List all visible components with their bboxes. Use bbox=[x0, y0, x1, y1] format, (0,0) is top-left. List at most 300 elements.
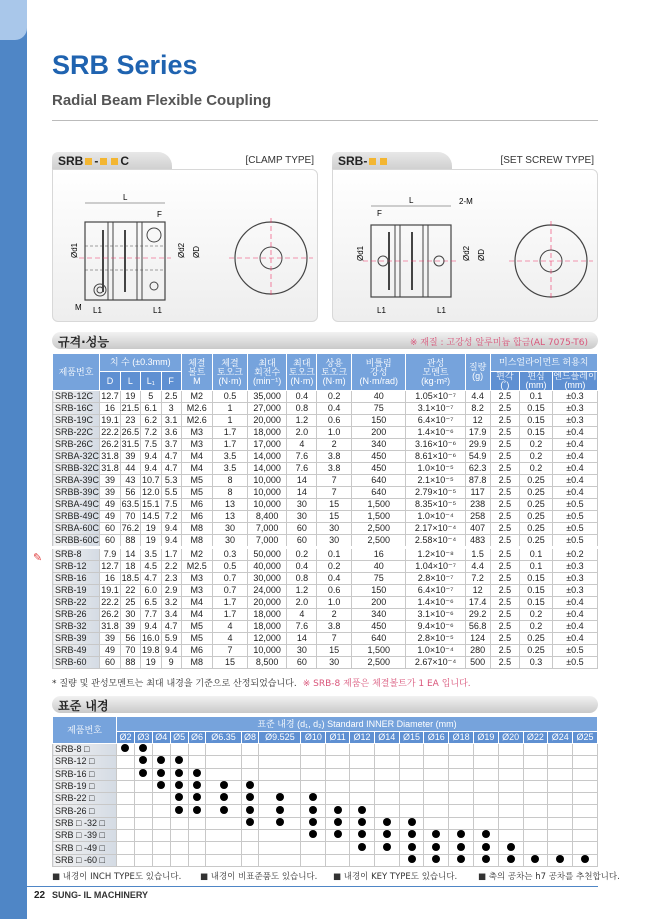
model-prefix: SRB bbox=[58, 154, 84, 168]
value-cell: 9.4 bbox=[140, 451, 161, 463]
value-cell: 3.2 bbox=[161, 597, 181, 609]
available-dot-icon bbox=[193, 806, 201, 814]
value-cell: 7.7 bbox=[140, 609, 161, 621]
bore-footnote: ■ 내경이 INCH TYPE도 있습니다. bbox=[52, 872, 182, 882]
bore-table bbox=[52, 716, 598, 867]
bore-cell bbox=[399, 854, 424, 866]
value-cell: 6.0 bbox=[140, 585, 161, 597]
spec-row bbox=[53, 451, 598, 463]
col-L1: L₁ bbox=[140, 372, 161, 391]
bore-cell bbox=[573, 793, 598, 805]
bore-cell bbox=[523, 830, 548, 842]
bore-cell bbox=[326, 744, 350, 756]
model-cell: SRB-19C bbox=[53, 415, 100, 427]
value-cell: 12 bbox=[465, 585, 490, 597]
bore-row bbox=[53, 830, 598, 842]
diameter-header: Ø18 bbox=[449, 732, 474, 744]
value-cell: 2.0 bbox=[287, 427, 317, 439]
available-dot-icon bbox=[408, 855, 416, 863]
pencil-mark-icon: ✎ bbox=[33, 551, 43, 564]
value-cell: 0.15 bbox=[520, 427, 553, 439]
value-cell: 40,000 bbox=[247, 561, 287, 573]
value-cell: 4.7 bbox=[161, 621, 181, 633]
value-cell: 2.5 bbox=[490, 451, 520, 463]
diameter-header: Ø14 bbox=[374, 732, 399, 744]
value-cell: 7.9 bbox=[100, 548, 121, 561]
diameter-header: Ø3 bbox=[134, 732, 152, 744]
bore-cell bbox=[473, 830, 498, 842]
value-cell: 238 bbox=[465, 499, 490, 511]
value-cell: 60 bbox=[287, 657, 317, 669]
value-cell: 0.25 bbox=[520, 645, 553, 657]
value-cell: ±0.5 bbox=[552, 511, 597, 523]
value-cell: 1.04×10⁻⁷ bbox=[406, 561, 465, 573]
bore-cell bbox=[259, 842, 301, 854]
value-cell: 0.1 bbox=[520, 391, 553, 403]
value-cell: 340 bbox=[352, 439, 406, 451]
diameter-header: Ø25 bbox=[573, 732, 598, 744]
col-dims: 치 수 (±0.3mm) bbox=[100, 354, 182, 372]
value-cell: 70 bbox=[120, 645, 140, 657]
value-cell: 7.2 bbox=[161, 511, 181, 523]
model-cell: SRB □ -49 □ bbox=[53, 842, 117, 854]
bore-cell bbox=[206, 756, 241, 768]
value-cell: 24,000 bbox=[247, 585, 287, 597]
bore-cell bbox=[188, 780, 206, 792]
company-name: SUNG- IL MACHINERY bbox=[52, 890, 149, 900]
panel-model-tab bbox=[332, 152, 452, 170]
col-max-torque: 최대 토오크 (N·m) bbox=[287, 354, 317, 391]
footer-rule bbox=[27, 886, 598, 887]
bore-cell bbox=[259, 793, 301, 805]
bore-cell bbox=[350, 793, 375, 805]
value-cell: M4 bbox=[181, 463, 213, 475]
value-cell: 60 bbox=[287, 535, 317, 548]
diameter-header: Ø5 bbox=[170, 732, 188, 744]
dim-F: F bbox=[377, 209, 382, 218]
value-cell: 7.5 bbox=[140, 439, 161, 451]
available-dot-icon bbox=[220, 793, 228, 801]
value-cell: 30 bbox=[317, 523, 352, 535]
bore-footnote: ■ 축의 공차는 h7 공차를 추천합니다. bbox=[478, 872, 620, 882]
col-mass: 질량 (g) bbox=[465, 354, 490, 391]
value-cell: 2.0 bbox=[287, 597, 317, 609]
value-cell: ±0.4 bbox=[552, 475, 597, 487]
bore-cell bbox=[498, 817, 523, 829]
bore-cell bbox=[152, 744, 170, 756]
available-dot-icon bbox=[507, 855, 515, 863]
value-cell: 40 bbox=[352, 391, 406, 403]
value-cell: 0.2 bbox=[317, 391, 352, 403]
bore-cell bbox=[134, 805, 152, 817]
value-cell: 3.5 bbox=[140, 548, 161, 561]
value-cell: 2.5 bbox=[490, 391, 520, 403]
value-cell: 2.5 bbox=[490, 597, 520, 609]
spec-note-text: * 질량 및 관성모멘트는 최대 내경을 기준으로 산정되었습니다. bbox=[52, 679, 297, 689]
available-dot-icon bbox=[383, 843, 391, 851]
bore-cell bbox=[188, 817, 206, 829]
value-cell: 0.15 bbox=[520, 573, 553, 585]
value-cell: 0.25 bbox=[520, 523, 553, 535]
value-cell: 39 bbox=[100, 487, 121, 499]
value-cell: M3 bbox=[181, 439, 213, 451]
available-dot-icon bbox=[246, 793, 254, 801]
dim-L1-left: L1 bbox=[93, 306, 102, 315]
bore-cell bbox=[170, 842, 188, 854]
value-cell: 17.4 bbox=[465, 597, 490, 609]
model-cell: SRB-39 bbox=[53, 633, 100, 645]
bore-cell bbox=[424, 768, 449, 780]
available-dot-icon bbox=[334, 806, 342, 814]
value-cell: 12 bbox=[465, 415, 490, 427]
bore-cell bbox=[548, 830, 573, 842]
bore-cell bbox=[206, 768, 241, 780]
value-cell: 30 bbox=[287, 511, 317, 523]
value-cell: 7.5 bbox=[161, 499, 181, 511]
available-dot-icon bbox=[358, 830, 366, 838]
bore-cell bbox=[399, 793, 424, 805]
value-cell: ±0.3 bbox=[552, 585, 597, 597]
value-cell: 2.1×10⁻⁵ bbox=[406, 475, 465, 487]
model-cell: SRB-12 □ bbox=[53, 756, 117, 768]
bore-cell bbox=[523, 842, 548, 854]
bore-cell bbox=[206, 854, 241, 866]
bore-cell bbox=[134, 768, 152, 780]
bore-cell bbox=[374, 768, 399, 780]
value-cell: 2.17×10⁻⁴ bbox=[406, 523, 465, 535]
col-rated-torque: 상용 토오크 (N·m) bbox=[317, 354, 352, 391]
value-cell: 76.2 bbox=[121, 523, 140, 533]
bore-cell bbox=[399, 780, 424, 792]
model-cell: SRB □ -32 □ bbox=[53, 817, 117, 829]
divider bbox=[52, 120, 598, 121]
bore-cell bbox=[473, 768, 498, 780]
bore-cell bbox=[326, 805, 350, 817]
spec-row bbox=[53, 403, 598, 415]
spec-row bbox=[53, 633, 598, 645]
bore-cell bbox=[548, 842, 573, 854]
value-cell: 5.9 bbox=[161, 633, 181, 645]
value-cell: 3.1 bbox=[161, 415, 181, 427]
spec-row bbox=[53, 621, 598, 633]
dim-d2: Ød2 bbox=[177, 242, 186, 258]
dim-M: M bbox=[75, 303, 82, 312]
value-cell: 8.61×10⁻⁶ bbox=[406, 451, 465, 463]
bore-cell bbox=[241, 817, 259, 829]
value-cell: M5 bbox=[181, 475, 213, 487]
value-cell: 8 bbox=[213, 475, 248, 487]
set-screw-drawing bbox=[332, 169, 598, 322]
bore-cell bbox=[301, 805, 326, 817]
material-note: ※ 재질 : 고강성 알루미늄 합금(AL 7075-T6) bbox=[409, 338, 588, 348]
value-cell: 19 bbox=[120, 391, 140, 403]
model-cell: SRB-12C bbox=[53, 391, 100, 403]
value-cell: 4.7 bbox=[140, 573, 161, 585]
bore-cell bbox=[424, 744, 449, 756]
bore-cell bbox=[350, 842, 375, 854]
value-cell: 0.25 bbox=[520, 511, 553, 523]
bore-cell bbox=[523, 744, 548, 756]
value-cell: 2.5 bbox=[490, 427, 520, 439]
value-cell: 7,000 bbox=[247, 535, 287, 548]
value-cell: 124 bbox=[465, 633, 490, 645]
bore-cell bbox=[301, 780, 326, 792]
bore-cell bbox=[523, 817, 548, 829]
value-cell: 0.1 bbox=[520, 548, 553, 561]
diameter-header: Ø12 bbox=[350, 732, 375, 744]
diameter-header: Ø8 bbox=[241, 732, 259, 744]
value-cell: 39 bbox=[120, 621, 140, 633]
available-dot-icon bbox=[193, 781, 201, 789]
value-cell: ±0.3 bbox=[552, 573, 597, 585]
value-cell: 21.5 bbox=[121, 403, 140, 413]
value-cell: 14 bbox=[287, 475, 317, 487]
value-cell: 17.9 bbox=[465, 427, 490, 439]
available-dot-icon bbox=[334, 830, 342, 838]
value-cell: 1.7 bbox=[213, 439, 248, 451]
value-cell: 75 bbox=[352, 403, 406, 415]
bore-cell bbox=[259, 780, 301, 792]
value-cell: M3 bbox=[181, 573, 213, 585]
value-cell: 14 bbox=[287, 487, 317, 499]
bore-cell bbox=[399, 744, 424, 756]
value-cell: 0.25 bbox=[520, 487, 553, 499]
value-cell: 150 bbox=[352, 585, 406, 597]
value-cell: M2 bbox=[181, 391, 213, 403]
diameter-header: Ø6.35 bbox=[206, 732, 241, 744]
model-cell: SRB-32 bbox=[53, 621, 100, 633]
bore-cell bbox=[399, 805, 424, 817]
value-cell: 30 bbox=[213, 523, 248, 535]
value-cell: 2 bbox=[317, 609, 352, 621]
value-cell: 0.4 bbox=[317, 573, 352, 585]
bore-cell bbox=[449, 756, 474, 768]
spec-row bbox=[53, 391, 598, 403]
available-dot-icon bbox=[157, 769, 165, 777]
value-cell: 3.7 bbox=[161, 439, 181, 451]
bore-cell bbox=[399, 756, 424, 768]
model-cell: SRB-22 □ bbox=[53, 793, 117, 805]
bore-cell bbox=[170, 854, 188, 866]
dim-d1: Ød1 bbox=[356, 245, 365, 261]
diameter-header: Ø19 bbox=[473, 732, 498, 744]
bore-cell bbox=[259, 744, 301, 756]
model-cell: SRBA-32C bbox=[53, 451, 100, 463]
bore-cell bbox=[473, 854, 498, 866]
value-cell: ±0.4 bbox=[552, 427, 597, 439]
panel-type-label: [CLAMP TYPE] bbox=[245, 155, 314, 166]
value-cell: 23 bbox=[120, 415, 140, 427]
value-cell: 3.8 bbox=[317, 463, 352, 475]
bore-cell bbox=[241, 830, 259, 842]
clamp-drawing bbox=[52, 169, 318, 322]
value-cell: 2,500 bbox=[352, 657, 406, 669]
value-cell: 49 bbox=[100, 511, 121, 523]
value-cell: 1.0 bbox=[317, 427, 352, 439]
value-cell: M6 bbox=[181, 645, 213, 657]
value-cell: 0.25 bbox=[520, 633, 553, 645]
available-dot-icon bbox=[507, 843, 515, 851]
bore-cell bbox=[573, 744, 598, 756]
spec-section-title: 규격·성능 bbox=[58, 335, 109, 349]
bore-cell bbox=[399, 842, 424, 854]
bore-cell bbox=[548, 854, 573, 866]
bore-cell bbox=[498, 842, 523, 854]
value-cell: ±0.4 bbox=[552, 439, 597, 451]
value-cell: 30 bbox=[287, 499, 317, 511]
bore-cell bbox=[498, 830, 523, 842]
model-cell: SRB-12 bbox=[53, 561, 100, 573]
bore-cell bbox=[498, 744, 523, 756]
col-torsional-stiffness: 비틀림 강성 (N·m/rad) bbox=[352, 354, 406, 391]
bore-cell bbox=[573, 780, 598, 792]
value-cell: 3.16×10⁻⁶ bbox=[406, 439, 465, 451]
bore-cell bbox=[134, 817, 152, 829]
value-cell: 7,000 bbox=[247, 523, 287, 535]
value-cell: 22.2 bbox=[101, 427, 119, 437]
bore-cell bbox=[117, 744, 135, 756]
value-cell: 30 bbox=[120, 609, 140, 621]
value-cell: 0.4 bbox=[287, 391, 317, 403]
model-cell: SRBB-49C bbox=[53, 511, 100, 523]
value-cell: 450 bbox=[352, 451, 406, 463]
value-cell: 9.4 bbox=[161, 645, 181, 657]
value-cell: 0.25 bbox=[520, 499, 553, 511]
bore-cell bbox=[301, 817, 326, 829]
model-cell: SRB-49 bbox=[53, 645, 100, 657]
value-cell: M2.5 bbox=[181, 561, 213, 573]
bore-cell bbox=[374, 805, 399, 817]
bore-cell bbox=[117, 756, 135, 768]
value-cell: 4.5 bbox=[140, 561, 161, 573]
bore-cell bbox=[117, 817, 135, 829]
bore-row bbox=[53, 854, 598, 866]
available-dot-icon bbox=[334, 818, 342, 826]
bore-cell bbox=[152, 793, 170, 805]
dim-D: ØD bbox=[477, 249, 486, 261]
bore-cell bbox=[498, 756, 523, 768]
bore-cell bbox=[241, 768, 259, 780]
bore-cell bbox=[259, 756, 301, 768]
bore-cell bbox=[259, 817, 301, 829]
value-cell: 54.9 bbox=[465, 451, 490, 463]
bore-cell bbox=[241, 805, 259, 817]
bore-cell bbox=[117, 793, 135, 805]
value-cell: 0.1 bbox=[520, 561, 553, 573]
available-dot-icon bbox=[358, 843, 366, 851]
value-cell: 2.5 bbox=[490, 573, 520, 585]
model-cell: SRBB-39C bbox=[53, 487, 100, 499]
value-cell: 26.2 bbox=[101, 609, 119, 619]
available-dot-icon bbox=[193, 769, 201, 777]
bore-cell bbox=[326, 854, 350, 866]
value-cell: 18,000 bbox=[247, 609, 287, 621]
bore-cell bbox=[117, 805, 135, 817]
value-cell: 26.5 bbox=[121, 427, 140, 437]
bore-cell bbox=[473, 780, 498, 792]
model-suffix: C bbox=[120, 154, 130, 168]
value-cell: 8,400 bbox=[247, 511, 287, 523]
dim-L1-left: L1 bbox=[377, 306, 386, 315]
bore-cell bbox=[374, 756, 399, 768]
spec-row bbox=[53, 499, 598, 511]
bore-cell bbox=[301, 768, 326, 780]
available-dot-icon bbox=[531, 855, 539, 863]
value-cell: 640 bbox=[352, 475, 406, 487]
value-cell: 0.2 bbox=[520, 463, 553, 475]
value-cell: ±0.4 bbox=[552, 451, 597, 463]
value-cell: 60 bbox=[100, 657, 121, 669]
bore-cell bbox=[117, 830, 135, 842]
value-cell: 20,000 bbox=[247, 597, 287, 609]
value-cell: 56.8 bbox=[465, 621, 490, 633]
bore-cell bbox=[548, 756, 573, 768]
value-cell: 1.4×10⁻⁶ bbox=[406, 597, 465, 609]
value-cell: 1.0 bbox=[317, 597, 352, 609]
bore-cell bbox=[449, 805, 474, 817]
dim-d1: Ød1 bbox=[70, 242, 79, 258]
value-cell: 7 bbox=[317, 633, 352, 645]
bore-cell bbox=[301, 830, 326, 842]
bore-row bbox=[53, 768, 598, 780]
value-cell: 8.35×10⁻⁵ bbox=[406, 499, 465, 511]
value-cell: 2.5 bbox=[490, 499, 520, 511]
bore-cell bbox=[117, 854, 135, 866]
spec-row bbox=[53, 511, 598, 523]
bore-cell bbox=[134, 793, 152, 805]
value-cell: M2.6 bbox=[181, 415, 213, 427]
value-cell: 88 bbox=[120, 657, 140, 669]
available-dot-icon bbox=[193, 793, 201, 801]
value-cell: 1 bbox=[213, 415, 248, 427]
value-cell: 29.2 bbox=[465, 609, 490, 621]
value-cell: 7 bbox=[317, 487, 352, 499]
value-cell: ±0.5 bbox=[552, 645, 597, 657]
value-cell: 0.2 bbox=[520, 451, 553, 463]
value-cell: 13 bbox=[213, 511, 248, 523]
panel-type-label: [SET SCREW TYPE] bbox=[500, 155, 594, 166]
value-cell: 450 bbox=[352, 621, 406, 633]
value-cell: 1,500 bbox=[352, 499, 406, 511]
value-cell: 49 bbox=[100, 645, 121, 657]
value-cell: 1.0×10⁻⁴ bbox=[406, 511, 465, 523]
value-cell: 2.5 bbox=[490, 475, 520, 487]
bore-cell bbox=[424, 793, 449, 805]
spec-row bbox=[53, 523, 598, 535]
value-cell: ±0.4 bbox=[552, 463, 597, 475]
bore-cell bbox=[350, 830, 375, 842]
value-cell: ±0.4 bbox=[552, 621, 597, 633]
available-dot-icon bbox=[432, 830, 440, 838]
value-cell: 9 bbox=[161, 657, 181, 669]
value-cell: 60 bbox=[287, 523, 317, 535]
value-cell: 7.2 bbox=[140, 427, 161, 439]
side-stripe-tab bbox=[0, 0, 27, 40]
value-cell: ±0.3 bbox=[552, 403, 597, 415]
diameter-header: Ø4 bbox=[152, 732, 170, 744]
bore-cell bbox=[374, 842, 399, 854]
col-parallel: 편심 (mm) bbox=[520, 372, 553, 391]
value-cell: 1.0×10⁻⁴ bbox=[406, 645, 465, 657]
col-fasten-torque: 체결 토오크 (N·m) bbox=[213, 354, 248, 391]
bore-cell bbox=[399, 817, 424, 829]
value-cell: 10.7 bbox=[142, 475, 160, 485]
value-cell: 12.0 bbox=[142, 487, 160, 497]
model-cell: SRB-26 □ bbox=[53, 805, 117, 817]
bore-cell bbox=[374, 830, 399, 842]
bore-cell bbox=[449, 854, 474, 866]
bore-cell bbox=[170, 817, 188, 829]
